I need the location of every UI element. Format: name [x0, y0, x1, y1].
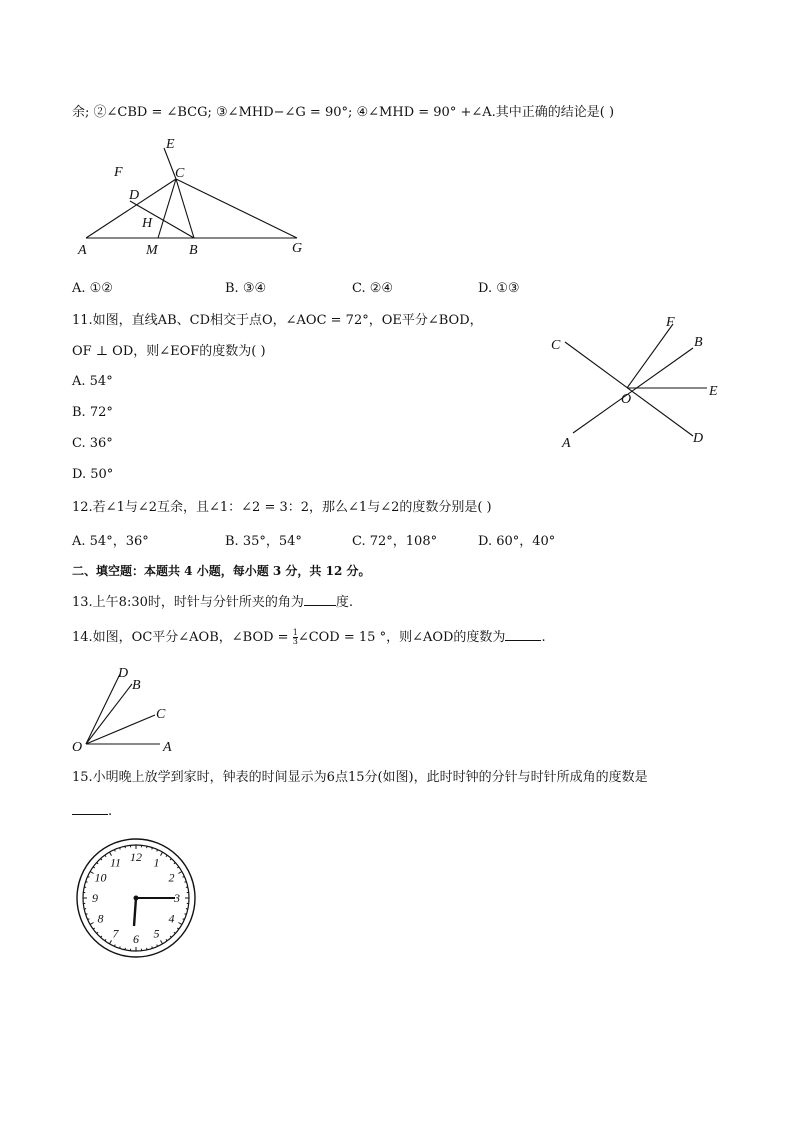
clock-tick [174, 932, 175, 933]
q13-statement [72, 593, 353, 612]
q12-statement: 12.若∠1与∠2互余，且∠1：∠2 = 3：2，那么∠1与∠2的度数分别是( ) [72, 500, 492, 515]
clock-tick [166, 855, 167, 857]
q14-label-b: B [132, 678, 141, 693]
q14-fraction-numerator: 1 [292, 628, 298, 637]
q11-label-a: A [562, 436, 571, 451]
clock-tick [185, 914, 187, 915]
q12-choice-c: C. 72°，108° [352, 534, 438, 549]
clock-tick [97, 863, 98, 864]
q11-label-b: B [694, 335, 703, 350]
clock-number: 4 [168, 911, 175, 926]
q14-fraction-denominator: 3 [292, 637, 298, 646]
q11-label-d: D [693, 431, 704, 446]
q10-label-d: D [129, 188, 140, 203]
q11-label-e: E [709, 384, 718, 399]
q10-statement: 余; ②∠CBD = ∠BCG; ③∠MHD−∠G = 90°; ④∠MHD = 90° +∠A.其中正确的结论是( ) [72, 105, 615, 120]
clock-tick [174, 863, 175, 864]
q10-choice-a: A. ①② [72, 281, 113, 296]
clock-tick [101, 936, 102, 937]
clock-tick [86, 914, 88, 915]
q10-triangle-figure [72, 132, 312, 262]
clock-tick [161, 940, 163, 943]
clock-number: 6 [133, 932, 139, 946]
q10-choice-d: D. ①③ [478, 281, 520, 296]
clock-tick [170, 936, 171, 937]
q14-answer-blank[interactable] [505, 628, 541, 641]
clock-tick [90, 923, 93, 925]
q12-choice-d: D. 60°，40° [478, 534, 556, 549]
q13-text-before: 13.上午8:30时，时针与分针所夹的角为 [72, 595, 304, 610]
clock-tick [178, 923, 181, 925]
clock-number: 3 [174, 891, 180, 905]
clock-tick [101, 859, 102, 860]
q10-choice-b: B. ③④ [225, 281, 267, 296]
q15-answer-line [72, 802, 112, 821]
q11-label-o: O [621, 392, 632, 407]
q14-label-d: D [118, 666, 129, 681]
clock-tick [185, 882, 187, 883]
clock-tick [120, 947, 121, 949]
clock-number: 12 [130, 850, 142, 864]
clock-tick [166, 939, 167, 941]
clock-tick [161, 852, 163, 855]
q15-statement: 15.小明晚上放学到家时，钟表的时间显示为6点15分(如图)，此时时钟的分针与时针所成角的度数是 [72, 770, 648, 785]
clock-tick [177, 867, 179, 868]
q11-choice-a: A. 54° [72, 374, 113, 389]
section-fill-in-title: 二、填空题：本题共 4 小题，每小题 3 分，共 12 分。 [72, 564, 371, 578]
clock-tick [93, 928, 95, 929]
clock-tick [178, 872, 181, 874]
q10-label-e: E [166, 137, 175, 152]
q10-label-g: G [292, 241, 303, 256]
clock-number: 1 [153, 855, 160, 870]
q10-label-b: B [189, 243, 198, 258]
q12-choice-a: A. 54°，36° [72, 534, 149, 549]
q11-label-c: C [551, 338, 561, 353]
q10-label-f: F [114, 165, 123, 180]
clock-center [134, 896, 139, 901]
clock-tick [90, 872, 93, 874]
q15-tail: . [108, 804, 113, 819]
q14-label-a: A [163, 740, 172, 754]
clock-tick [152, 848, 153, 850]
clock-tick [152, 947, 153, 949]
clock-number: 7 [112, 926, 119, 941]
q14-text-part3: . [541, 630, 546, 645]
q12-choice-b: B. 35°，54° [225, 534, 302, 549]
clock-tick [170, 859, 171, 860]
q10-label-m: M [146, 243, 158, 258]
clock-number: 10 [94, 870, 107, 885]
q15-clock-figure [74, 836, 198, 960]
q14-label-o: O [72, 740, 83, 754]
q14-text-part1: 14.如图，OC平分∠AOB，∠BOD = [72, 630, 289, 645]
q10-label-c: C [175, 166, 185, 181]
q10-label-a: A [78, 243, 87, 258]
clock-number: 5 [153, 926, 160, 941]
clock-tick [97, 932, 98, 933]
clock-tick [93, 867, 95, 868]
q11-statement-line2: OF ⊥ OD，则∠EOF的度数为( ) [72, 344, 266, 359]
q14-angle-figure [68, 662, 183, 754]
clock-number: 2 [168, 870, 175, 885]
q14-statement [72, 628, 546, 647]
q13-answer-blank[interactable] [304, 593, 336, 606]
clock-tick [105, 855, 106, 857]
q11-choice-d: D. 50° [72, 467, 114, 482]
q11-statement-line1: 11.如图，直线AB、CD相交于点O，∠AOC = 72°，OE平分∠BOD， [72, 313, 483, 328]
q11-intersecting-lines-figure [545, 308, 730, 453]
clock-number: 8 [97, 911, 104, 926]
clock-tick [120, 848, 121, 850]
q15-answer-blank[interactable] [72, 802, 108, 815]
q10-choice-c: C. ②④ [352, 281, 394, 296]
clock-tick [177, 928, 179, 929]
q14-text-part2: ∠COD = 15 °，则∠AOD的度数为 [297, 630, 506, 645]
q13-text-after: 度. [335, 595, 354, 610]
q11-choice-b: B. 72° [72, 405, 113, 420]
clock-tick [86, 882, 88, 883]
clock-number: 11 [109, 855, 122, 870]
clock-hour-hand [134, 898, 136, 926]
q11-choice-c: C. 36° [72, 436, 113, 451]
clock-tick [105, 939, 106, 941]
q10-label-h: H [142, 216, 153, 231]
clock-tick [110, 940, 112, 943]
q14-label-c: C [156, 707, 166, 722]
q11-label-f: F [666, 315, 675, 330]
clock-number: 9 [92, 891, 98, 905]
